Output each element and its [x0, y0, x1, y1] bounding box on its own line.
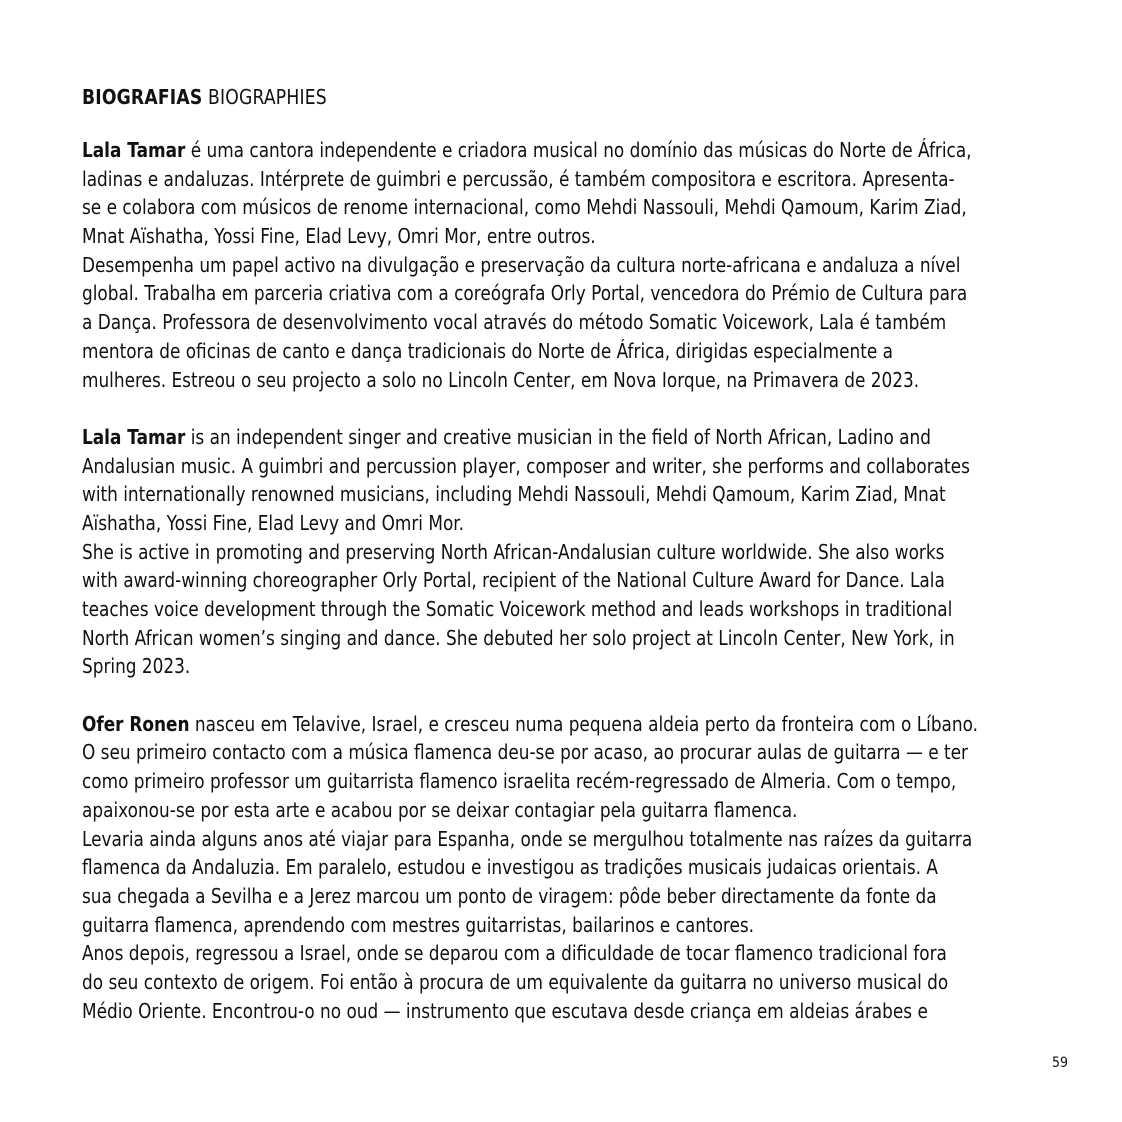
bio-line: Aïshatha, Yossi Fine, Elad Levy and Omri Mor. [82, 510, 465, 535]
page-number: 59 [1052, 1055, 1069, 1071]
bio-line: mentora de oficinas de canto e dança tradicionais do Norte de África, dirigidas especialmente a [82, 338, 893, 363]
bio-line: ladinas e andaluzas. Intérprete de guimbri e percussão, é também compositora e escritora. Apresenta- [82, 166, 955, 191]
bio-ofer-ronen-pt [82, 710, 1042, 1026]
bio-line: Mnat Aïshatha, Yossi Fine, Elad Levy, Omri Mor, entre outros. [82, 224, 596, 249]
heading-portuguese: BIOGRAFIAS [82, 85, 203, 109]
heading-english: BIOGRAPHIES [208, 85, 327, 109]
bio-lala-tamar-en [82, 423, 1042, 681]
biographies-page [82, 84, 1042, 1025]
bio-line: Ofer Ronen nasceu em Telavive, Israel, e cresceu numa pequena aldeia perto da fronteira com o Líbano. [82, 711, 979, 736]
bio-name: Ofer Ronen [82, 711, 190, 736]
bio-line: se e colabora com músicos de renome internacional, como Mehdi Nassouli, Mehdi Qamoum, Karim Ziad, [82, 195, 967, 220]
bio-name: Lala Tamar [82, 138, 186, 162]
bio-line: global. Trabalha em parceria criativa com a coreógrafa Orly Portal, vencedora do Prémio de Cultura para [82, 281, 968, 306]
bio-line: Lala Tamar is an independent singer and creative musician in the field of North African, Ladino and [82, 424, 931, 449]
bio-line: apaixonou-se por esta arte e acabou por se deixar contagiar pela guitarra flamenca. [82, 797, 798, 822]
paragraph-gap [82, 394, 1042, 423]
bio-line: Médio Oriente. Encontrou-o no oud — instrumento que escutava desde criança em aldeias árabes e [82, 998, 928, 1023]
bio-line: O seu primeiro contacto com a música flamenca deu-se por acaso, ao procurar aulas de guitarra — e ter [82, 740, 968, 765]
paragraph-gap [82, 681, 1042, 710]
bio-line: teaches voice development through the Somatic Voicework method and leads workshops in traditional [82, 597, 953, 621]
bio-line: with internationally renowned musicians, including Mehdi Nassouli, Mehdi Qamoum, Karim Ziad, Mnat [82, 482, 946, 507]
bio-line: mulheres. Estreou o seu projecto a solo no Lincoln Center, em Nova Iorque, na Primavera de 2023. [82, 367, 920, 392]
bio-line: Spring 2023. [82, 654, 191, 679]
bio-line: She is active in promoting and preserving North African-Andalusian culture worldwide. She also works [82, 539, 945, 564]
bio-line: guitarra flamenca, aprendendo com mestres guitarristas, bailarinos e cantores. [82, 912, 755, 937]
bio-line: North African women’s singing and dance. She debuted her solo project at Lincoln Center, New York, in [82, 625, 955, 650]
bio-line: Levaria ainda alguns anos até viajar para Espanha, onde se mergulhou totalmente nas raízes da guitarra [82, 826, 973, 851]
bio-line: Lala Tamar é uma cantora independente e criadora musical no domínio das músicas do Norte de África, [82, 138, 972, 162]
bio-line: Anos depois, regressou a Israel, onde se deparou com a dificuldade de tocar flamenco tradicional fora [82, 941, 947, 966]
bio-name: Lala Tamar [82, 424, 186, 449]
section-heading [82, 84, 908, 110]
bio-line: sua chegada a Sevilha e a Jerez marcou um ponto de viragem: pôde beber directamente da fonte da [82, 883, 937, 908]
bio-line: Andalusian music. A guimbri and percussion player, composer and writer, she performs and collaborates [82, 453, 970, 478]
bio-line: with award-winning choreographer Orly Portal, recipient of the National Culture Award for Dance. Lala [82, 568, 945, 593]
bio-line: Desempenha um papel activo na divulgação e preservação da cultura norte-africana e andaluza a nível [82, 252, 961, 277]
bio-line: a Dança. Professora de desenvolvimento vocal através do método Somatic Voicework, Lala é também [82, 310, 947, 335]
bio-line: do seu contexto de origem. Foi então à procura de um equivalente da guitarra no universo musical do [82, 969, 949, 994]
bio-line: como primeiro professor um guitarrista flamenco israelita recém-regressado de Almeria. Com o tempo, [82, 769, 957, 794]
bio-lala-tamar-pt [82, 136, 1042, 394]
bio-line: flamenca da Andaluzia. Em paralelo, estudou e investigou as tradições musicais judaicas orientais. A [82, 855, 938, 880]
